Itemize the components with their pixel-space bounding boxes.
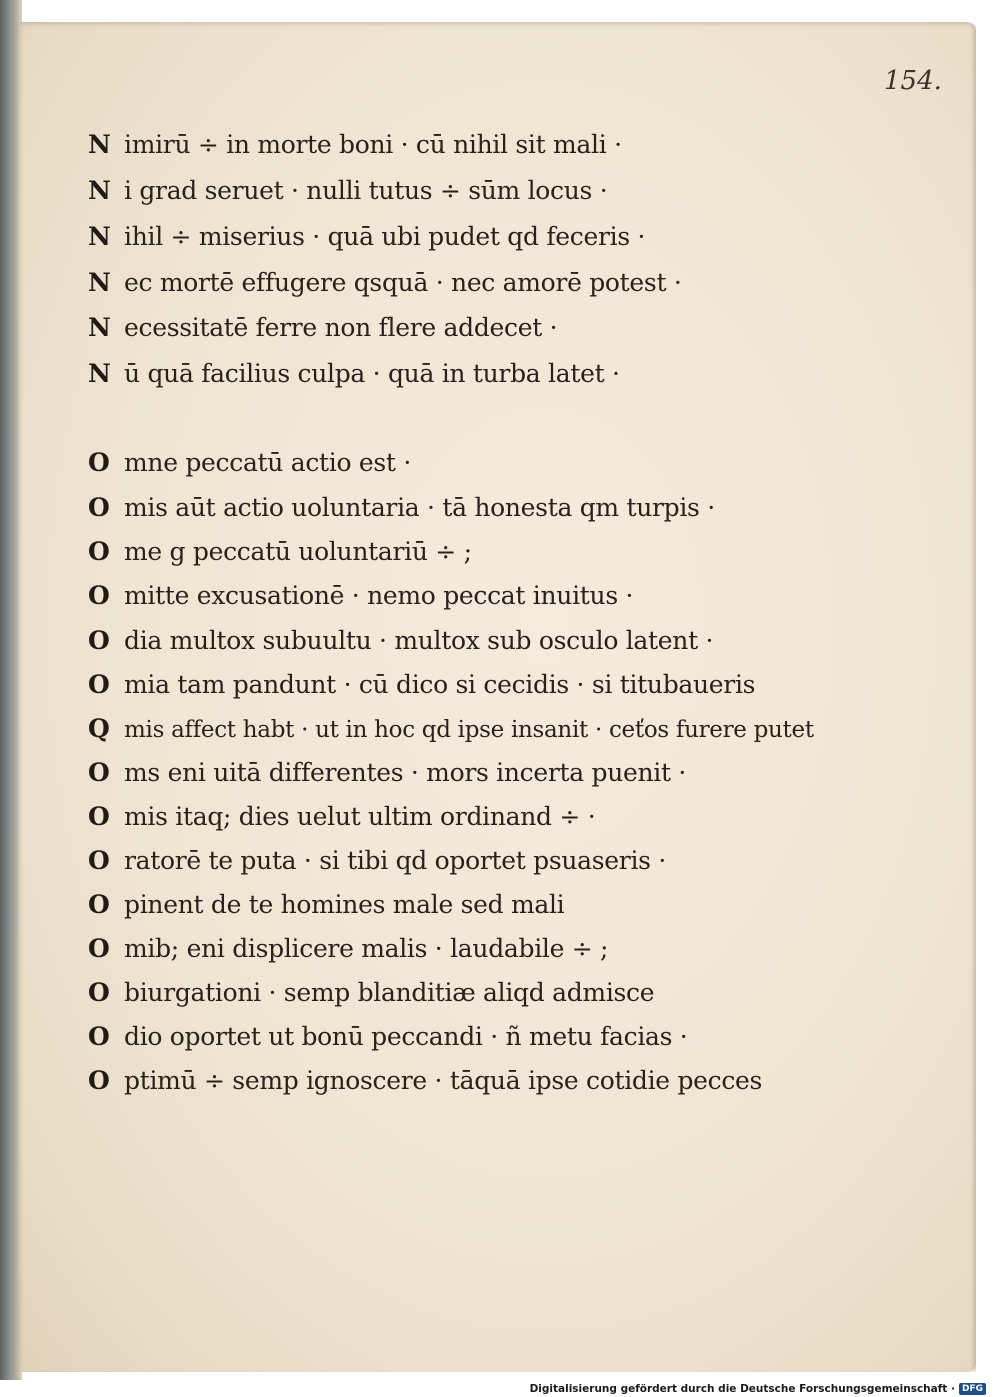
line-text: ec mortē effugere qsquā · nec amorē potest · (124, 268, 682, 297)
line-initial: O (88, 1022, 110, 1051)
line-initial: O (88, 890, 110, 919)
line-initial: O (88, 934, 110, 963)
line-text: mne peccatū actio est · (124, 448, 411, 477)
line-initial: O (88, 1066, 110, 1095)
text-line (88, 714, 814, 754)
dfg-logo: DFG (959, 1383, 986, 1395)
text-line (88, 934, 608, 974)
line-text: ū quā facilius culpa · quā in turba latet · (124, 359, 620, 388)
folio-number: 154. (884, 66, 942, 96)
line-initial: N (88, 313, 111, 342)
text-line (88, 537, 472, 577)
line-initial: O (88, 802, 110, 831)
text-line (88, 313, 557, 353)
text-line (88, 581, 633, 621)
text-line (88, 846, 666, 886)
line-text: ecessitatē ferre non flere addecet · (124, 313, 558, 342)
line-initial: O (88, 758, 110, 787)
line-initial: O (88, 670, 110, 699)
line-text: dio oportet ut bonū peccandi · ñ metu facias · (124, 1022, 688, 1051)
credit-text: Digitalisierung gefördert durch die Deutsche Forschungsgemeinschaft · (529, 1382, 955, 1395)
line-initial: O (88, 537, 110, 566)
line-initial: N (88, 222, 111, 251)
line-text: ptimū ÷ semp ignoscere · tāquā ipse cotidie pecces (124, 1066, 763, 1095)
line-text: ratorē te puta · si tibi qd oportet psuaseris · (124, 846, 666, 875)
text-line (88, 626, 713, 666)
text-line (88, 222, 645, 262)
line-initial: Q (88, 714, 110, 743)
text-line (88, 890, 564, 930)
text-line (88, 359, 620, 399)
line-text: mis aūt actio uoluntaria · tā honesta qm turpis · (124, 493, 715, 522)
text-line (88, 493, 715, 533)
line-initial: O (88, 493, 110, 522)
text-line (88, 758, 686, 798)
text-line (88, 176, 607, 216)
text-line (88, 130, 622, 170)
line-text: mitte excusationē · nemo peccat inuitus · (124, 581, 634, 610)
line-text: dia multox subuultu · multox sub osculo latent · (124, 626, 714, 655)
line-initial: O (88, 626, 110, 655)
line-initial: O (88, 846, 110, 875)
text-line (88, 978, 654, 1018)
line-text: biurgationi · semp blanditiæ aliqd admisce (124, 978, 655, 1007)
text-line (88, 802, 595, 842)
line-initial: N (88, 176, 111, 205)
text-line (88, 268, 681, 308)
line-initial: O (88, 448, 110, 477)
line-text: mib; eni displicere malis · laudabile ÷ ; (124, 934, 609, 963)
line-text: i grad seruet · nulli tutus ÷ sūm locus · (124, 176, 608, 205)
line-text: pinent de te homines male sed mali (124, 890, 565, 919)
digitization-credit (530, 1380, 986, 1397)
line-initial: O (88, 978, 110, 1007)
line-initial: N (88, 130, 111, 159)
line-text: me g peccatū uoluntariū ÷ ; (124, 537, 472, 566)
line-text: mia tam pandunt · cū dico si cecidis · si titubaueris (124, 670, 756, 699)
line-initial: O (88, 581, 110, 610)
text-line (88, 670, 755, 710)
line-text: imirū ÷ in morte boni · cū nihil sit mali · (124, 130, 622, 159)
line-text: ms eni uitā differentes · mors incerta puenit · (124, 758, 687, 787)
text-line (88, 1066, 762, 1106)
line-text: mis affect habt · ut in hoc qd ipse insanit · ceťos furere putet (124, 717, 814, 743)
line-text: ihil ÷ miserius · quā ubi pudet qd feceris · (124, 222, 646, 251)
line-initial: N (88, 359, 111, 388)
text-line (88, 1022, 687, 1062)
text-line (88, 448, 411, 488)
line-text: mis itaq; dies uelut ultim ordinand ÷ · (124, 802, 596, 831)
line-initial: N (88, 268, 111, 297)
